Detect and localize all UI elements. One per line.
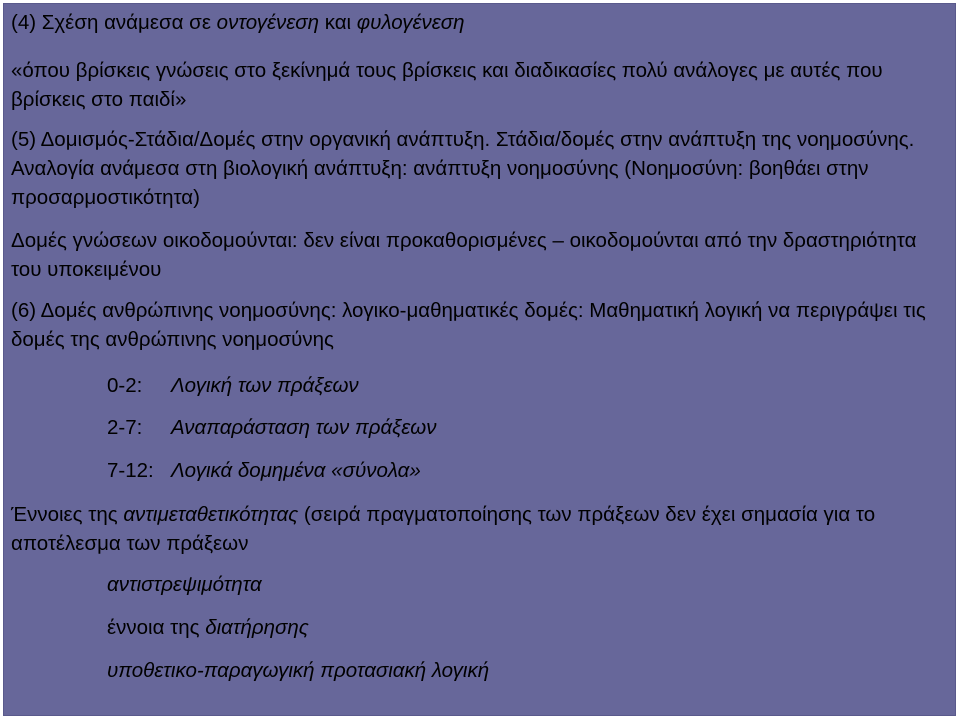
stage-age: 0-2: bbox=[107, 374, 143, 397]
concepts-rest: (σειρά πραγματοποίησης των πράξεων δεν έχει σημασία για το αποτέλεσμα των πράξεων bbox=[11, 503, 876, 555]
conservation-term: διατήρησης bbox=[205, 616, 309, 639]
stage-text: Λογική των πράξεων bbox=[171, 374, 359, 397]
reversibility-item: αντιστρεψιμότητα bbox=[107, 573, 262, 596]
structures-text: Δομές γνώσεων οικοδομούνται: δεν είναι προκαθορισμένες – οικοδομούνται από την δραστηριότητα του υποκειμένου bbox=[11, 229, 917, 281]
heading bbox=[11, 8, 941, 37]
stage-item bbox=[107, 371, 359, 400]
point-5-text: (5) Δομισμός-Στάδια/Δομές στην οργανική ανάπτυξη. Στάδια/δομές στην ανάπτυξη της νοημοσύνης. Αναλογία ανάμεσα στη βιολογική ανάπτυξη: ανάπτυξη νοημοσύνης (Νοημοσύνη: βοηθάει στην προσαρμοστικότητα) bbox=[11, 128, 915, 209]
stage-item bbox=[107, 413, 437, 442]
heading-and: και bbox=[319, 11, 357, 34]
heading-phylogeny: φυλογένεση bbox=[356, 11, 465, 34]
point-6-text: (6) Δομές ανθρώπινης νοημοσύνης: λογικο-μαθηματικές δομές: Μαθηματική λογική να περιγράψει τις δομές της ανθρώπινης νοημοσύνης bbox=[11, 299, 926, 351]
heading-ontogeny: οντογένεση bbox=[216, 11, 319, 34]
stage-age: 7-12: bbox=[107, 459, 154, 482]
concepts-term: αντιμεταθετικότητας bbox=[123, 503, 299, 526]
stage-item bbox=[107, 456, 421, 485]
quote-text: «όπου βρίσκεις γνώσεις στο ξεκίνημά τους βρίσκεις και διαδικασίες πολύ ανάλογες με αυτές που βρίσκεις στο παιδί» bbox=[11, 59, 883, 111]
slide bbox=[3, 3, 956, 716]
stage-text: Αναπαράσταση των πράξεων bbox=[171, 416, 437, 439]
concepts-text bbox=[11, 500, 941, 558]
conservation-prefix: έννοια της bbox=[107, 616, 206, 639]
conservation-item bbox=[107, 613, 309, 642]
stage-text: Λογικά δομημένα «σύνολα» bbox=[171, 459, 421, 482]
concepts-prefix: Έννοιες της bbox=[11, 503, 124, 526]
heading-prefix: (4) Σχέση ανάμεσα σε bbox=[11, 11, 217, 34]
stage-age: 2-7: bbox=[107, 416, 143, 439]
hypothetical-logic-item: υποθετικο-παραγωγική προτασιακή λογική bbox=[107, 659, 490, 682]
